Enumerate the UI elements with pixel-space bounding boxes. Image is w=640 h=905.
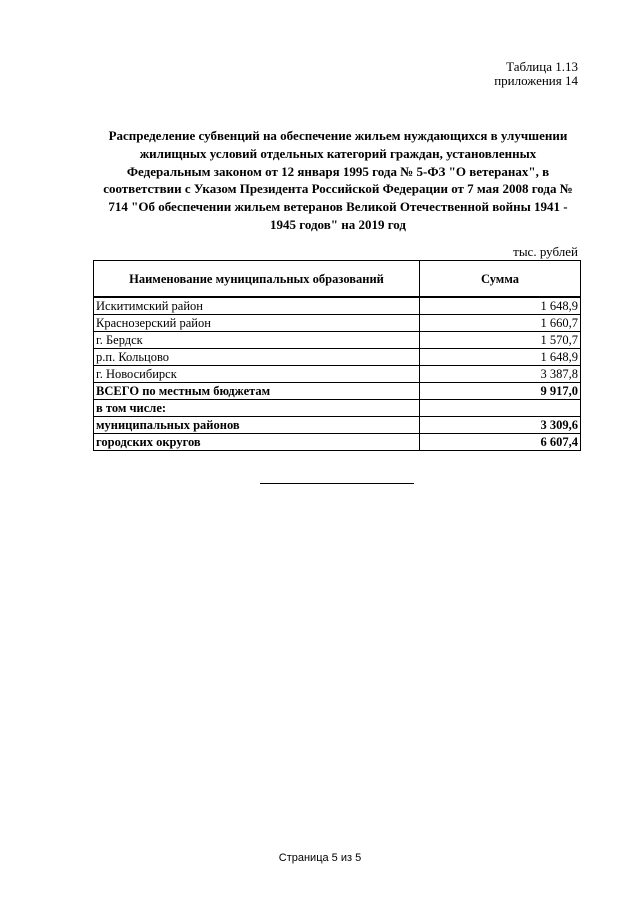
municipality-name-cell: Краснозерский район	[94, 315, 420, 332]
table-row	[94, 315, 581, 332]
table-row	[94, 434, 581, 451]
title-line: Распределение субвенций на обеспечение жильем нуждающихся в улучшении	[108, 128, 568, 143]
municipality-name-cell: г. Бердск	[94, 332, 420, 349]
sum-cell: 1 648,9	[420, 349, 581, 366]
sum-cell: 1 660,7	[420, 315, 581, 332]
subsidy-table	[93, 260, 581, 451]
table-row	[94, 349, 581, 366]
title-line: 714 "Об обеспечении жильем ветеранов Великой Отечественной войны 1941 -	[108, 199, 568, 215]
table-row	[94, 400, 581, 417]
table-body	[94, 297, 581, 451]
sum-cell: 3 387,8	[420, 366, 581, 383]
municipality-name-cell: р.п. Кольцово	[94, 349, 420, 366]
table-reference	[494, 60, 578, 88]
table-row	[94, 417, 581, 434]
municipality-name-cell: г. Новосибирск	[94, 366, 420, 383]
table-number: Таблица 1.13	[506, 59, 578, 74]
title-line: соответствии с Указом Президента Российской Федерации от 7 мая 2008 года №	[103, 181, 573, 197]
sum-cell: 1 648,9	[420, 297, 581, 315]
municipality-name-cell: в том числе:	[94, 400, 420, 417]
column-header-sum: Сумма	[420, 261, 581, 298]
page-footer: Страница 5 из 5	[278, 852, 362, 864]
document-title	[96, 127, 580, 234]
table-row	[94, 332, 581, 349]
municipality-name-cell: Искитимский район	[94, 297, 420, 315]
sum-cell: 1 570,7	[420, 332, 581, 349]
table-row	[94, 366, 581, 383]
table-row	[94, 297, 581, 315]
sum-cell: 6 607,4	[420, 434, 581, 451]
municipality-name-cell: ВСЕГО по местным бюджетам	[94, 383, 420, 400]
separator-line	[260, 483, 414, 484]
units-label: тыс. рублей	[513, 244, 578, 259]
sum-cell: 3 309,6	[420, 417, 581, 434]
municipality-name-cell: муниципальных районов	[94, 417, 420, 434]
sum-cell: 9 917,0	[420, 383, 581, 400]
table-header-row	[94, 261, 581, 298]
title-line: жилищных условий отдельных категорий граждан, установленных	[139, 145, 537, 161]
municipality-name-cell: городских округов	[94, 434, 420, 451]
appendix-number: приложения 14	[494, 73, 578, 88]
column-header-name: Наименование муниципальных образований	[94, 261, 420, 298]
title-line: 1945 годов" на 2019 год	[270, 216, 406, 232]
sum-cell	[420, 400, 581, 417]
table-row	[94, 383, 581, 400]
title-line: Федеральным законом от 12 января 1995 года № 5-ФЗ "О ветеранах", в	[126, 163, 550, 179]
